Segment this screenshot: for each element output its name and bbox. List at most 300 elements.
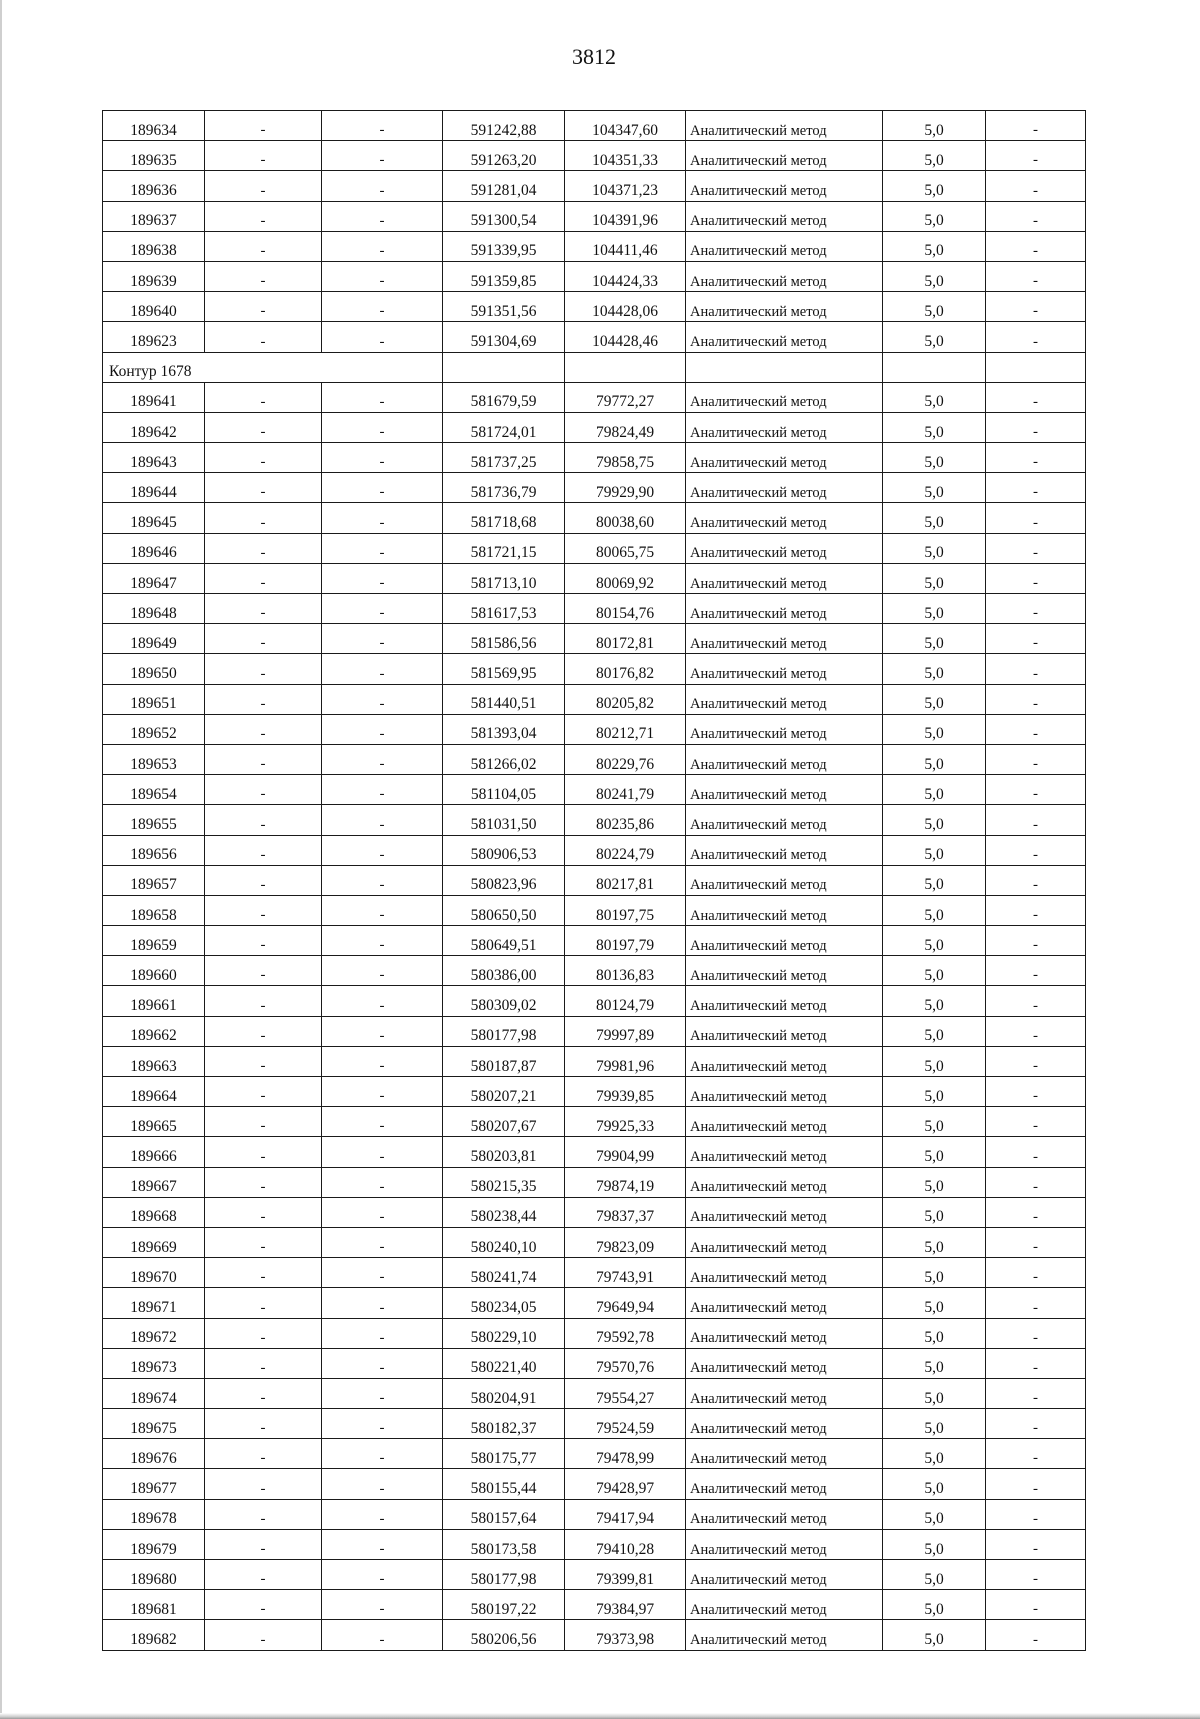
dash-cell: - [986, 1409, 1086, 1439]
point-id-cell: 189682 [103, 1620, 205, 1650]
y-coordinate-cell: 104428,06 [565, 292, 686, 322]
method-cell: Аналитический метод [686, 443, 883, 473]
x-coordinate-cell: 580241,74 [443, 1258, 565, 1288]
table-row [103, 1529, 1086, 1559]
table-row [103, 171, 1086, 201]
point-id-cell: 189657 [103, 865, 205, 895]
x-coordinate-cell: 581266,02 [443, 744, 565, 774]
x-coordinate-cell: 580206,56 [443, 1620, 565, 1650]
point-id-cell: 189676 [103, 1439, 205, 1469]
dash-cell: - [986, 1620, 1086, 1650]
method-cell: Аналитический метод [686, 1016, 883, 1046]
point-id-cell: 189670 [103, 1258, 205, 1288]
x-coordinate-cell: 581713,10 [443, 563, 565, 593]
point-id-cell: 189644 [103, 473, 205, 503]
dash-cell: - [322, 1529, 443, 1559]
point-id-cell: 189636 [103, 171, 205, 201]
dash-cell: - [205, 1167, 322, 1197]
accuracy-cell: 5,0 [883, 805, 986, 835]
y-coordinate-cell: 80038,60 [565, 503, 686, 533]
point-id-cell: 189642 [103, 412, 205, 442]
accuracy-cell: 5,0 [883, 1469, 986, 1499]
y-coordinate-cell: 80172,81 [565, 624, 686, 654]
dash-cell: - [205, 775, 322, 805]
dash-cell: - [986, 231, 1086, 261]
table-row [103, 1046, 1086, 1076]
dash-cell: - [986, 805, 1086, 835]
accuracy-cell: 5,0 [883, 563, 986, 593]
dash-cell: - [986, 926, 1086, 956]
accuracy-cell: 5,0 [883, 1620, 986, 1650]
dash-cell: - [322, 714, 443, 744]
dash-cell: - [322, 533, 443, 563]
x-coordinate-cell: 591242,88 [443, 111, 565, 141]
point-id-cell: 189637 [103, 201, 205, 231]
accuracy-cell: 5,0 [883, 1227, 986, 1257]
dash-cell: - [322, 1258, 443, 1288]
scan-bottom-edge [0, 1713, 1200, 1719]
y-coordinate-cell: 79997,89 [565, 1016, 686, 1046]
y-coordinate-cell: 79772,27 [565, 382, 686, 412]
dash-cell: - [986, 1590, 1086, 1620]
dash-cell: - [322, 1439, 443, 1469]
point-id-cell: 189681 [103, 1590, 205, 1620]
dash-cell: - [322, 1077, 443, 1107]
dash-cell: - [205, 1288, 322, 1318]
dash-cell: - [986, 412, 1086, 442]
dash-cell: - [322, 865, 443, 895]
x-coordinate-cell: 581031,50 [443, 805, 565, 835]
dash-cell: - [986, 473, 1086, 503]
method-cell: Аналитический метод [686, 714, 883, 744]
empty-x-cell [443, 352, 565, 382]
dash-cell: - [986, 1560, 1086, 1590]
point-id-cell: 189667 [103, 1167, 205, 1197]
table-row [103, 775, 1086, 805]
dash-cell: - [205, 714, 322, 744]
y-coordinate-cell: 79417,94 [565, 1499, 686, 1529]
dash-cell: - [205, 563, 322, 593]
point-id-cell: 189648 [103, 594, 205, 624]
y-coordinate-cell: 104391,96 [565, 201, 686, 231]
dash-cell: - [322, 895, 443, 925]
dash-cell: - [322, 1590, 443, 1620]
table-row [103, 141, 1086, 171]
accuracy-cell: 5,0 [883, 261, 986, 291]
method-cell: Аналитический метод [686, 1046, 883, 1076]
y-coordinate-cell: 80154,76 [565, 594, 686, 624]
y-coordinate-cell: 79410,28 [565, 1529, 686, 1559]
point-id-cell: 189623 [103, 322, 205, 352]
x-coordinate-cell: 591281,04 [443, 171, 565, 201]
dash-cell: - [205, 231, 322, 261]
x-coordinate-cell: 580177,98 [443, 1016, 565, 1046]
dash-cell: - [986, 1077, 1086, 1107]
y-coordinate-cell: 80224,79 [565, 835, 686, 865]
dash-cell: - [322, 1348, 443, 1378]
table-row [103, 1107, 1086, 1137]
method-cell: Аналитический метод [686, 1258, 883, 1288]
method-cell: Аналитический метод [686, 1167, 883, 1197]
dash-cell: - [322, 1409, 443, 1439]
point-id-cell: 189664 [103, 1077, 205, 1107]
y-coordinate-cell: 104347,60 [565, 111, 686, 141]
dash-cell: - [205, 1378, 322, 1408]
dash-cell: - [986, 1227, 1086, 1257]
method-cell: Аналитический метод [686, 141, 883, 171]
table-row [103, 1620, 1086, 1650]
table-row [103, 1288, 1086, 1318]
table-row [103, 412, 1086, 442]
point-id-cell: 189658 [103, 895, 205, 925]
dash-cell: - [986, 594, 1086, 624]
method-cell: Аналитический метод [686, 1590, 883, 1620]
dash-cell: - [322, 1137, 443, 1167]
table-row [103, 322, 1086, 352]
table-row [103, 1499, 1086, 1529]
dash-cell: - [322, 1318, 443, 1348]
method-cell: Аналитический метод [686, 473, 883, 503]
accuracy-cell: 5,0 [883, 594, 986, 624]
dash-cell: - [205, 201, 322, 231]
dash-cell: - [986, 684, 1086, 714]
y-coordinate-cell: 80241,79 [565, 775, 686, 805]
y-coordinate-cell: 79554,27 [565, 1378, 686, 1408]
x-coordinate-cell: 581724,01 [443, 412, 565, 442]
dash-cell: - [322, 986, 443, 1016]
accuracy-cell: 5,0 [883, 1409, 986, 1439]
dash-cell: - [205, 473, 322, 503]
method-cell: Аналитический метод [686, 1529, 883, 1559]
dash-cell: - [205, 1197, 322, 1227]
accuracy-cell: 5,0 [883, 986, 986, 1016]
method-cell: Аналитический метод [686, 835, 883, 865]
dash-cell: - [205, 1077, 322, 1107]
dash-cell: - [205, 926, 322, 956]
dash-cell: - [205, 1499, 322, 1529]
y-coordinate-cell: 79939,85 [565, 1077, 686, 1107]
table-body [103, 111, 1086, 1651]
dash-cell: - [986, 443, 1086, 473]
dash-cell: - [986, 1378, 1086, 1408]
method-cell: Аналитический метод [686, 624, 883, 654]
method-cell: Аналитический метод [686, 1107, 883, 1137]
accuracy-cell: 5,0 [883, 503, 986, 533]
x-coordinate-cell: 580221,40 [443, 1348, 565, 1378]
dash-cell: - [322, 1107, 443, 1137]
x-coordinate-cell: 581736,79 [443, 473, 565, 503]
section-label: Контур 1678 [103, 352, 443, 382]
accuracy-cell: 5,0 [883, 1046, 986, 1076]
dash-cell: - [205, 956, 322, 986]
method-cell: Аналитический метод [686, 654, 883, 684]
table-row [103, 926, 1086, 956]
dash-cell: - [322, 261, 443, 291]
point-id-cell: 189668 [103, 1197, 205, 1227]
point-id-cell: 189638 [103, 231, 205, 261]
x-coordinate-cell: 591339,95 [443, 231, 565, 261]
table-row [103, 443, 1086, 473]
y-coordinate-cell: 79570,76 [565, 1348, 686, 1378]
y-coordinate-cell: 104428,46 [565, 322, 686, 352]
dash-cell: - [322, 1560, 443, 1590]
table-row [103, 654, 1086, 684]
dash-cell: - [205, 835, 322, 865]
x-coordinate-cell: 581617,53 [443, 594, 565, 624]
table-row [103, 231, 1086, 261]
method-cell: Аналитический метод [686, 261, 883, 291]
dash-cell: - [322, 1499, 443, 1529]
table-row [103, 1560, 1086, 1590]
dash-cell: - [205, 382, 322, 412]
dash-cell: - [986, 1197, 1086, 1227]
y-coordinate-cell: 104411,46 [565, 231, 686, 261]
table-row [103, 684, 1086, 714]
y-coordinate-cell: 79743,91 [565, 1258, 686, 1288]
dash-cell: - [205, 261, 322, 291]
method-cell: Аналитический метод [686, 533, 883, 563]
x-coordinate-cell: 581586,56 [443, 624, 565, 654]
table-row [103, 1409, 1086, 1439]
y-coordinate-cell: 80176,82 [565, 654, 686, 684]
dash-cell: - [205, 1258, 322, 1288]
x-coordinate-cell: 580215,35 [443, 1167, 565, 1197]
dash-cell: - [986, 1318, 1086, 1348]
table-row [103, 956, 1086, 986]
point-id-cell: 189656 [103, 835, 205, 865]
dash-cell: - [205, 1137, 322, 1167]
section-row [103, 352, 1086, 382]
point-id-cell: 189643 [103, 443, 205, 473]
x-coordinate-cell: 580203,81 [443, 1137, 565, 1167]
x-coordinate-cell: 591351,56 [443, 292, 565, 322]
dash-cell: - [205, 624, 322, 654]
dash-cell: - [205, 443, 322, 473]
dash-cell: - [986, 714, 1086, 744]
dash-cell: - [986, 201, 1086, 231]
x-coordinate-cell: 580309,02 [443, 986, 565, 1016]
x-coordinate-cell: 581393,04 [443, 714, 565, 744]
accuracy-cell: 5,0 [883, 744, 986, 774]
y-coordinate-cell: 80229,76 [565, 744, 686, 774]
y-coordinate-cell: 80205,82 [565, 684, 686, 714]
method-cell: Аналитический метод [686, 1318, 883, 1348]
point-id-cell: 189663 [103, 1046, 205, 1076]
accuracy-cell: 5,0 [883, 1529, 986, 1559]
dash-cell: - [205, 533, 322, 563]
dash-cell: - [986, 322, 1086, 352]
y-coordinate-cell: 104424,33 [565, 261, 686, 291]
accuracy-cell: 5,0 [883, 412, 986, 442]
y-coordinate-cell: 80136,83 [565, 956, 686, 986]
point-id-cell: 189669 [103, 1227, 205, 1257]
method-cell: Аналитический метод [686, 895, 883, 925]
accuracy-cell: 5,0 [883, 1318, 986, 1348]
y-coordinate-cell: 79478,99 [565, 1439, 686, 1469]
dash-cell: - [986, 624, 1086, 654]
dash-cell: - [986, 1046, 1086, 1076]
point-id-cell: 189666 [103, 1137, 205, 1167]
point-id-cell: 189635 [103, 141, 205, 171]
dash-cell: - [322, 1288, 443, 1318]
dash-cell: - [986, 533, 1086, 563]
y-coordinate-cell: 79592,78 [565, 1318, 686, 1348]
method-cell: Аналитический метод [686, 805, 883, 835]
table-row [103, 292, 1086, 322]
accuracy-cell: 5,0 [883, 201, 986, 231]
method-cell: Аналитический метод [686, 1077, 883, 1107]
dash-cell: - [205, 1409, 322, 1439]
accuracy-cell: 5,0 [883, 171, 986, 201]
accuracy-cell: 5,0 [883, 895, 986, 925]
dash-cell: - [205, 654, 322, 684]
dash-cell: - [322, 926, 443, 956]
x-coordinate-cell: 580175,77 [443, 1439, 565, 1469]
dash-cell: - [986, 1529, 1086, 1559]
x-coordinate-cell: 591359,85 [443, 261, 565, 291]
accuracy-cell: 5,0 [883, 292, 986, 322]
point-id-cell: 189659 [103, 926, 205, 956]
dash-cell: - [205, 1590, 322, 1620]
method-cell: Аналитический метод [686, 1378, 883, 1408]
table-row [103, 1258, 1086, 1288]
table-row [103, 382, 1086, 412]
method-cell: Аналитический метод [686, 231, 883, 261]
y-coordinate-cell: 79384,97 [565, 1590, 686, 1620]
table-row [103, 986, 1086, 1016]
dash-cell: - [205, 895, 322, 925]
table-row [103, 744, 1086, 774]
point-id-cell: 189640 [103, 292, 205, 322]
y-coordinate-cell: 79399,81 [565, 1560, 686, 1590]
dash-cell: - [322, 292, 443, 322]
accuracy-cell: 5,0 [883, 1439, 986, 1469]
empty-y-cell [565, 352, 686, 382]
point-id-cell: 189662 [103, 1016, 205, 1046]
x-coordinate-cell: 580207,21 [443, 1077, 565, 1107]
accuracy-cell: 5,0 [883, 1167, 986, 1197]
dash-cell: - [322, 775, 443, 805]
y-coordinate-cell: 79428,97 [565, 1469, 686, 1499]
dash-cell: - [322, 835, 443, 865]
y-coordinate-cell: 104351,33 [565, 141, 686, 171]
method-cell: Аналитический метод [686, 1499, 883, 1529]
x-coordinate-cell: 580177,98 [443, 1560, 565, 1590]
method-cell: Аналитический метод [686, 1137, 883, 1167]
y-coordinate-cell: 79823,09 [565, 1227, 686, 1257]
y-coordinate-cell: 80217,81 [565, 865, 686, 895]
method-cell: Аналитический метод [686, 171, 883, 201]
x-coordinate-cell: 591304,69 [443, 322, 565, 352]
accuracy-cell: 5,0 [883, 473, 986, 503]
table-row [103, 714, 1086, 744]
dash-cell: - [986, 1167, 1086, 1197]
dash-cell: - [205, 744, 322, 774]
table-row [103, 201, 1086, 231]
method-cell: Аналитический метод [686, 1560, 883, 1590]
table-row [103, 624, 1086, 654]
point-id-cell: 189641 [103, 382, 205, 412]
dash-cell: - [322, 111, 443, 141]
dash-cell: - [205, 1046, 322, 1076]
table-row [103, 533, 1086, 563]
dash-cell: - [322, 1620, 443, 1650]
method-cell: Аналитический метод [686, 1620, 883, 1650]
accuracy-cell: 5,0 [883, 382, 986, 412]
x-coordinate-cell: 580386,00 [443, 956, 565, 986]
table-row [103, 1590, 1086, 1620]
y-coordinate-cell: 79925,33 [565, 1107, 686, 1137]
table-row [103, 1469, 1086, 1499]
y-coordinate-cell: 80197,75 [565, 895, 686, 925]
method-cell: Аналитический метод [686, 563, 883, 593]
method-cell: Аналитический метод [686, 322, 883, 352]
dash-cell: - [322, 443, 443, 473]
method-cell: Аналитический метод [686, 1227, 883, 1257]
dash-cell: - [322, 322, 443, 352]
accuracy-cell: 5,0 [883, 956, 986, 986]
accuracy-cell: 5,0 [883, 1137, 986, 1167]
dash-cell: - [986, 1348, 1086, 1378]
y-coordinate-cell: 80197,79 [565, 926, 686, 956]
dash-cell: - [986, 563, 1086, 593]
x-coordinate-cell: 591263,20 [443, 141, 565, 171]
dash-cell: - [205, 865, 322, 895]
accuracy-cell: 5,0 [883, 1197, 986, 1227]
accuracy-cell: 5,0 [883, 624, 986, 654]
x-coordinate-cell: 581721,15 [443, 533, 565, 563]
x-coordinate-cell: 580157,64 [443, 1499, 565, 1529]
dash-cell: - [322, 412, 443, 442]
dash-cell: - [322, 654, 443, 684]
table-row [103, 1137, 1086, 1167]
accuracy-cell: 5,0 [883, 1107, 986, 1137]
point-id-cell: 189653 [103, 744, 205, 774]
method-cell: Аналитический метод [686, 744, 883, 774]
y-coordinate-cell: 104371,23 [565, 171, 686, 201]
dash-cell: - [322, 624, 443, 654]
page-number: 3812 [572, 44, 616, 69]
accuracy-cell: 5,0 [883, 533, 986, 563]
dash-cell: - [986, 1288, 1086, 1318]
y-coordinate-cell: 80124,79 [565, 986, 686, 1016]
table-row [103, 563, 1086, 593]
accuracy-cell: 5,0 [883, 714, 986, 744]
y-coordinate-cell: 79824,49 [565, 412, 686, 442]
dash-cell: - [322, 594, 443, 624]
dash-cell: - [205, 111, 322, 141]
method-cell: Аналитический метод [686, 1288, 883, 1318]
accuracy-cell: 5,0 [883, 1560, 986, 1590]
dash-cell: - [322, 141, 443, 171]
y-coordinate-cell: 80069,92 [565, 563, 686, 593]
y-coordinate-cell: 79858,75 [565, 443, 686, 473]
x-coordinate-cell: 580650,50 [443, 895, 565, 925]
table-row [103, 1378, 1086, 1408]
dash-cell: - [205, 684, 322, 714]
x-coordinate-cell: 581679,59 [443, 382, 565, 412]
accuracy-cell: 5,0 [883, 926, 986, 956]
x-coordinate-cell: 580823,96 [443, 865, 565, 895]
point-id-cell: 189680 [103, 1560, 205, 1590]
accuracy-cell: 5,0 [883, 775, 986, 805]
x-coordinate-cell: 580229,10 [443, 1318, 565, 1348]
point-id-cell: 189655 [103, 805, 205, 835]
point-id-cell: 189661 [103, 986, 205, 1016]
dash-cell: - [322, 1197, 443, 1227]
y-coordinate-cell: 80235,86 [565, 805, 686, 835]
dash-cell: - [322, 1227, 443, 1257]
